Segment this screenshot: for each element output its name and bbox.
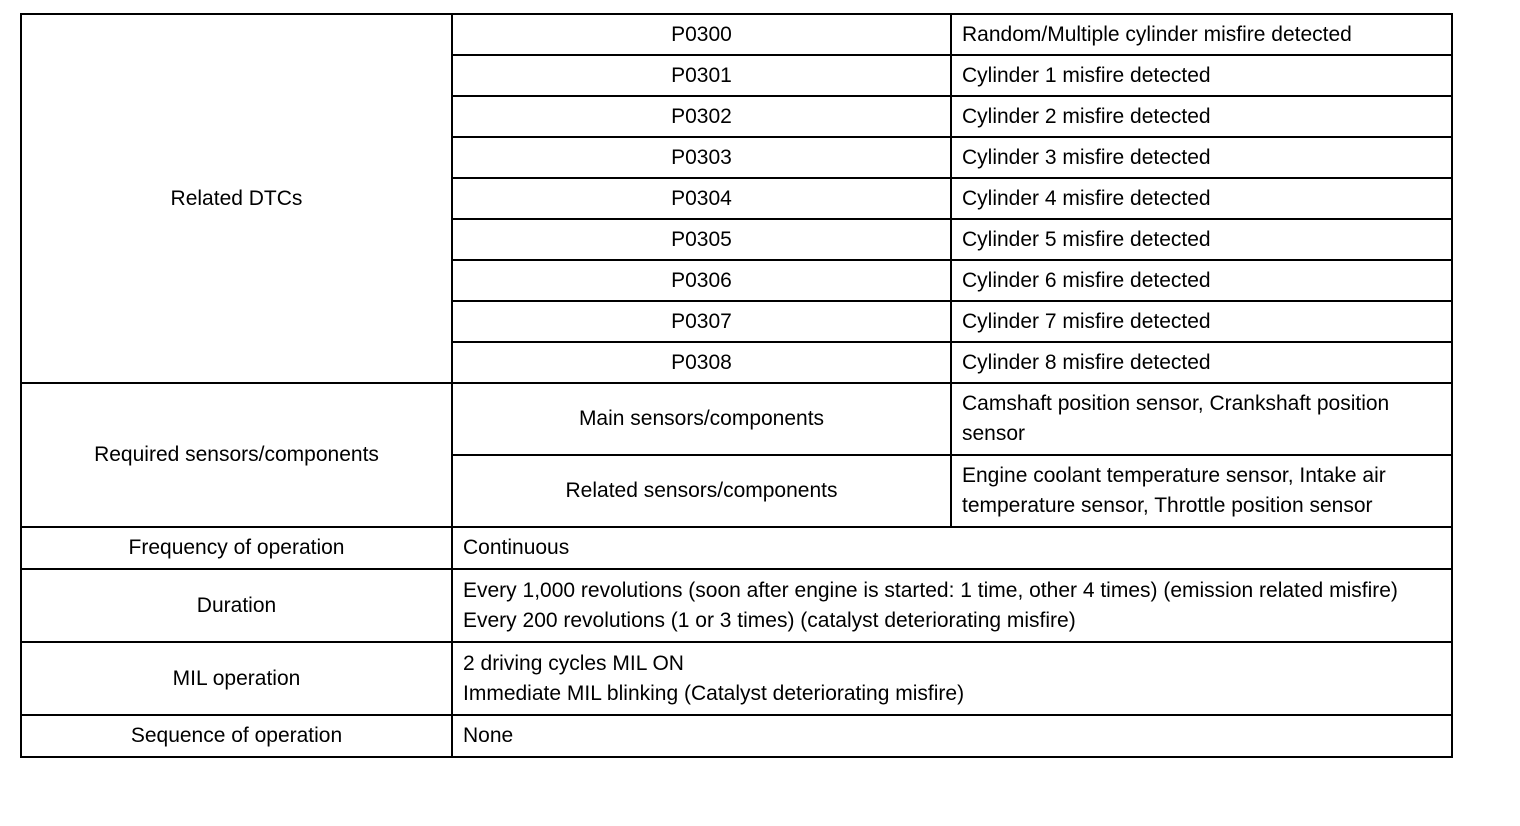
related-dtcs-label: Related DTCs [21, 14, 452, 383]
sequence-value: None [452, 715, 1452, 757]
dtc-code: P0301 [452, 55, 951, 96]
table-row [21, 527, 1452, 569]
dtc-code: P0304 [452, 178, 951, 219]
dtc-description: Cylinder 6 misfire detected [951, 260, 1452, 301]
dtc-description: Cylinder 4 misfire detected [951, 178, 1452, 219]
dtc-code: P0303 [452, 137, 951, 178]
dtc-code: P0308 [452, 342, 951, 383]
mil-operation-label: MIL operation [21, 642, 452, 715]
dtc-code: P0305 [452, 219, 951, 260]
sequence-label: Sequence of operation [21, 715, 452, 757]
sensor-category: Main sensors/components [452, 383, 951, 455]
dtc-code: P0306 [452, 260, 951, 301]
sensor-list: Engine coolant temperature sensor, Intake air temperature sensor, Throttle position sensor [951, 455, 1452, 527]
dtc-description: Cylinder 7 misfire detected [951, 301, 1452, 342]
table-row [21, 14, 1452, 55]
duration-line: Every 1,000 revolutions (soon after engine is started: 1 time, other 4 times) (emission related misfire) [463, 578, 1398, 602]
dtc-code: P0307 [452, 301, 951, 342]
dtc-description: Cylinder 2 misfire detected [951, 96, 1452, 137]
table-row [21, 715, 1452, 757]
duration-line: Every 200 revolutions (1 or 3 times) (catalyst deteriorating misfire) [463, 608, 1076, 632]
sensor-list: Camshaft position sensor, Crankshaft position sensor [951, 383, 1452, 455]
table-row [21, 642, 1452, 715]
table-row [21, 569, 1452, 642]
table-row [21, 383, 1452, 455]
frequency-label: Frequency of operation [21, 527, 452, 569]
dtc-description: Cylinder 3 misfire detected [951, 137, 1452, 178]
mil-operation-line: 2 driving cycles MIL ON [463, 651, 684, 675]
duration-label: Duration [21, 569, 452, 642]
mil-operation-line: Immediate MIL blinking (Catalyst deteriorating misfire) [463, 681, 965, 705]
duration-value [452, 569, 1452, 642]
dtc-description: Random/Multiple cylinder misfire detected [951, 14, 1452, 55]
dtc-spec-table [20, 13, 1453, 758]
required-sensors-label: Required sensors/components [21, 383, 452, 527]
dtc-code: P0300 [452, 14, 951, 55]
sensor-category: Related sensors/components [452, 455, 951, 527]
dtc-description: Cylinder 1 misfire detected [951, 55, 1452, 96]
mil-operation-value [452, 642, 1452, 715]
dtc-description: Cylinder 8 misfire detected [951, 342, 1452, 383]
dtc-code: P0302 [452, 96, 951, 137]
dtc-description: Cylinder 5 misfire detected [951, 219, 1452, 260]
frequency-value: Continuous [452, 527, 1452, 569]
